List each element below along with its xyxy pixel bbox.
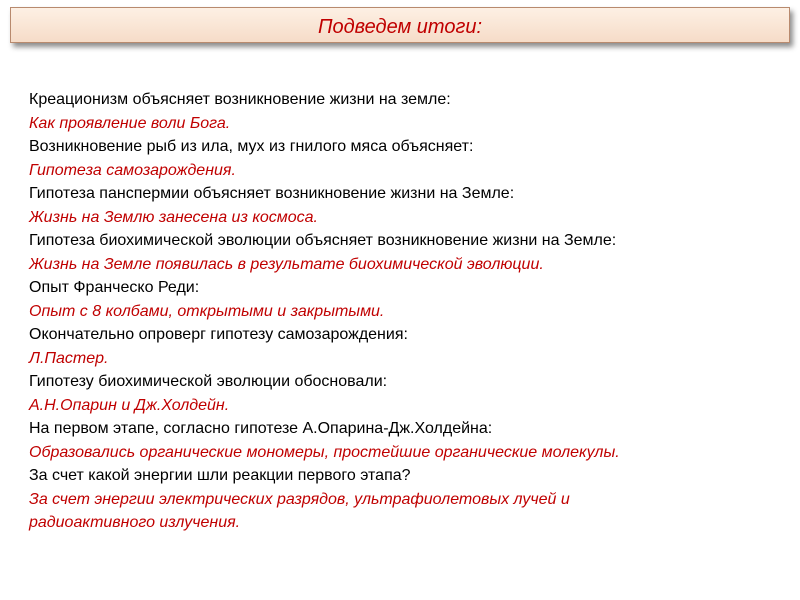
answer-line: За счет энергии электрических разрядов, ультрафиолетовых лучей и xyxy=(29,490,570,508)
question-line: Гипотеза панспермии объясняет возникновение жизни на Земле: xyxy=(29,185,515,202)
answer-line: радиоактивного излучения. xyxy=(29,514,241,531)
answer-line: Как проявление воли Бога. xyxy=(29,114,231,132)
title-banner xyxy=(10,7,790,43)
answer-line: Образовались органические мономеры, простейшие органические молекулы. xyxy=(29,443,620,461)
answer-line: Гипотеза самозарождения. xyxy=(29,161,236,179)
question-line: Гипотезу биохимической эволюции обосновали: xyxy=(29,373,388,390)
question-line: Окончательно опроверг гипотезу самозарождения: xyxy=(29,326,408,343)
question-line: Гипотеза биохимической эволюции объясняет возникновение жизни на Земле: xyxy=(29,232,617,249)
question-line: Креационизм объясняет возникновение жизни на земле: xyxy=(29,91,451,108)
question-line: За счет какой энергии шли реакции первого этапа? xyxy=(29,467,411,484)
slide-title: Подведем итоги: xyxy=(317,16,482,38)
summary-list xyxy=(29,88,789,535)
answer-line: А.Н.Опарин и Дж.Холдейн. xyxy=(29,396,230,414)
answer-line: Опыт с 8 колбами, открытыми и закрытыми. xyxy=(29,302,385,320)
question-line: Опыт Франческо Реди: xyxy=(29,279,200,296)
question-line: На первом этапе, согласно гипотезе А.Опарина-Дж.Холдейна: xyxy=(29,420,493,437)
answer-line: Жизнь на Земле появилась в результате биохимической эволюции. xyxy=(29,255,544,273)
answer-line: Л.Пастер. xyxy=(29,349,109,367)
question-line: Возникновение рыб из ила, мух из гнилого мяса объясняет: xyxy=(29,138,474,155)
answer-line: Жизнь на Землю занесена из космоса. xyxy=(29,208,318,226)
